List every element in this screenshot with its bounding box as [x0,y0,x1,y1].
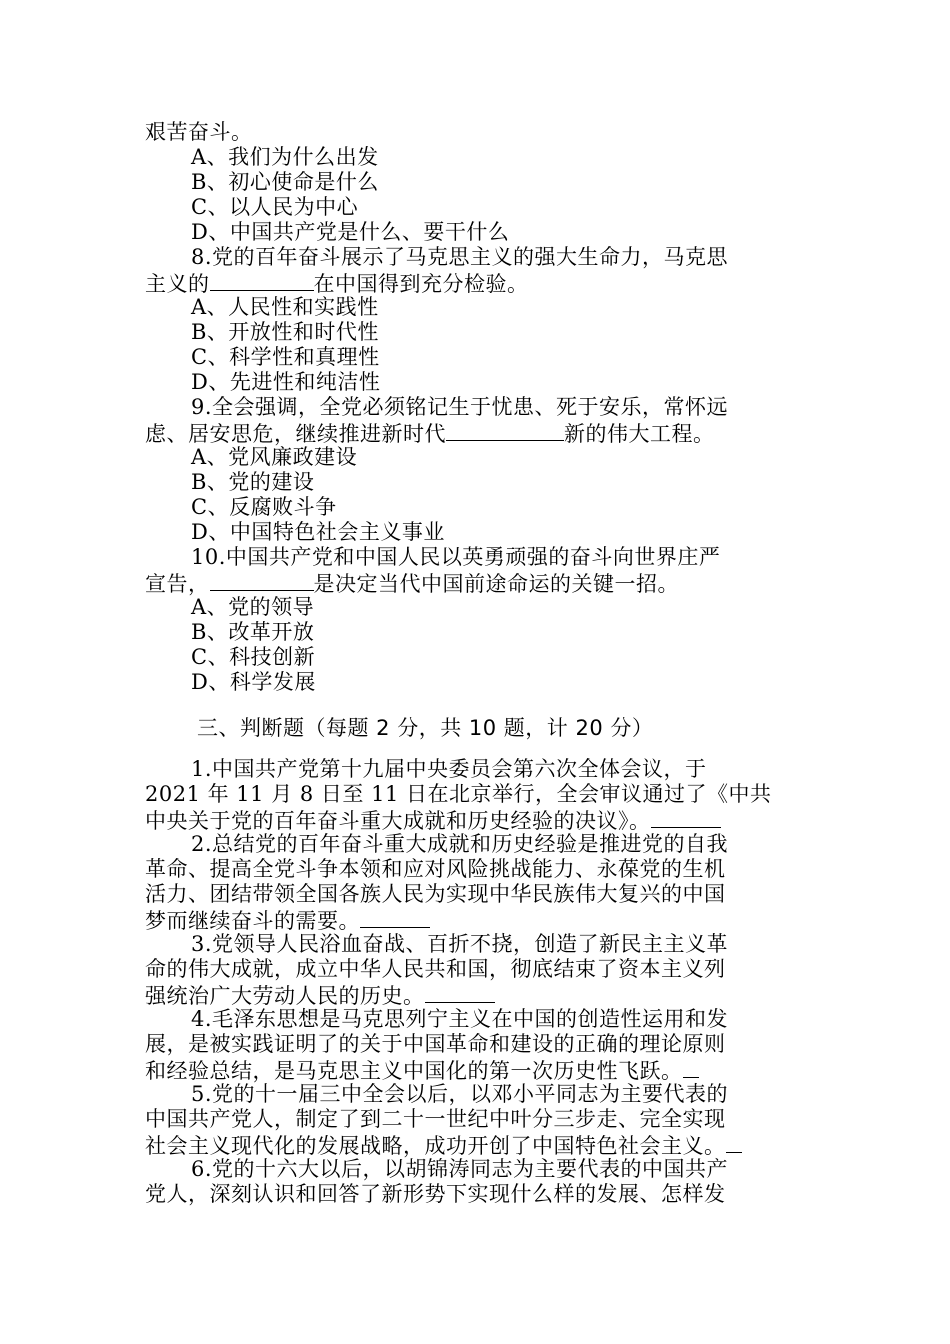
tf3-line-1: 3.党领导人民浴血奋战、百折不挠，创造了新民主主义革 [191,932,729,956]
tf2-line-3: 活力、团结带领全国各族人民为实现中华民族伟大复兴的中国 [145,882,726,906]
q9-option-c: C、反腐败斗争 [191,495,337,519]
q10-option-d: D、科学发展 [191,670,316,694]
q10-option-a: A、党的领导 [191,595,315,619]
q7-option-c: C、以人民为中心 [191,195,359,219]
tf1-line-3 [145,807,805,832]
tf4-line-2: 展，是被实践证明了的关于中国革命和建设的正确的理论原则 [145,1032,726,1056]
tf2-line-2: 革命、提高全党斗争本领和应对风险挑战能力、永葆党的生机 [145,857,726,881]
q8-stem-line-1: 8.党的百年奋斗展示了马克思主义的强大生命力，马克思 [191,245,729,269]
q10-stem-prefix: 宣告， [145,572,210,596]
tf6-line-1: 6.党的十六大以后，以胡锦涛同志为主要代表的中国共产 [191,1157,729,1181]
q9-option-a: A、党风廉政建设 [191,445,358,469]
q8-stem-suffix: 在中国得到充分检验。 [313,272,529,296]
tf1-line-3-text: 中央关于党的百年奋斗重大成就和历史经验的决议》。 [145,809,651,833]
tf3-answer-blank [425,982,495,1003]
tf2-answer-blank [360,907,430,928]
q9-stem-prefix: 虑、居安思危，继续推进新时代 [145,422,446,446]
q8-stem-prefix: 主义的 [145,272,210,296]
q8-option-c: C、科学性和真理性 [191,345,380,369]
q7-option-b: B、初心使命是什么 [191,170,379,194]
q10-answer-blank [210,570,314,591]
tf4-line-3-text: 和经验总结，是马克思主义中国化的第一次历史性飞跃。 [145,1059,683,1083]
q8-option-a: A、人民性和实践性 [191,295,379,319]
q10-option-c: C、科技创新 [191,645,316,669]
q9-stem-line-1: 9.全会强调，全党必须铭记生于忧患、死于安乐，常怀远 [191,395,729,419]
tf3-line-3-text: 强统治广大劳动人民的历史。 [145,984,425,1008]
q9-option-d: D、中国特色社会主义事业 [191,520,445,544]
q7-option-a: A、我们为什么出发 [191,145,379,169]
tf5-line-1: 5.党的十一届三中全会以后，以邓小平同志为主要代表的 [191,1082,729,1106]
q8-stem-line-2 [145,270,805,295]
tf5-line-2: 中国共产党人，制定了到二十一世纪中叶分三步走、完全实现 [145,1107,726,1131]
q10-stem-line-2 [145,570,805,595]
tf3-line-3 [145,982,805,1007]
q8-option-d: D、先进性和纯洁性 [191,370,381,394]
tf1-line-2: 2021 年 11 月 8 日至 11 日在北京举行，全会审议通过了《中共 [145,782,772,806]
tf6-line-2: 党人，深刻认识和回答了新形势下实现什么样的发展、怎样发 [145,1182,726,1206]
section-heading-true-false: 三、判断题（每题 2 分，共 10 题，计 20 分） [197,716,654,740]
q9-stem-suffix: 新的伟大工程。 [564,422,715,446]
q9-option-b: B、党的建设 [191,470,315,494]
q10-stem-suffix: 是决定当代中国前途命运的关键一招。 [313,572,679,596]
tf4-line-3 [145,1057,805,1082]
q9-answer-blank [446,420,564,441]
q7-stem-continuation: 艰苦奋斗。 [145,120,253,144]
q9-stem-line-2 [145,420,805,445]
tf2-line-4-text: 梦而继续奋斗的需要。 [145,909,360,933]
q10-option-b: B、改革开放 [191,620,315,644]
tf2-line-1: 2.总结党的百年奋斗重大成就和历史经验是推进党的自我 [191,832,729,856]
tf5-line-3-text: 社会主义现代化的发展战略，成功开创了中国特色社会主义。 [145,1134,726,1158]
q8-option-b: B、开放性和时代性 [191,320,379,344]
tf4-answer-blank [683,1057,699,1078]
q10-stem-line-1: 10.中国共产党和中国人民以英勇顽强的奋斗向世界庄严 [191,545,721,569]
tf5-line-3 [145,1132,805,1157]
tf2-line-4 [145,907,805,932]
tf5-answer-blank [726,1132,742,1153]
exam-page [145,120,805,1207]
tf3-line-2: 命的伟大成就，成立中华人民共和国，彻底结束了资本主义列 [145,957,726,981]
q7-option-d: D、中国共产党是什么、要干什么 [191,220,510,244]
tf4-line-1: 4.毛泽东思想是马克思列宁主义在中国的创造性运用和发 [191,1007,729,1031]
tf1-answer-blank [651,807,721,828]
q8-answer-blank [210,270,314,291]
tf1-line-1: 1.中国共产党第十九届中央委员会第六次全体会议，于 [191,757,707,781]
